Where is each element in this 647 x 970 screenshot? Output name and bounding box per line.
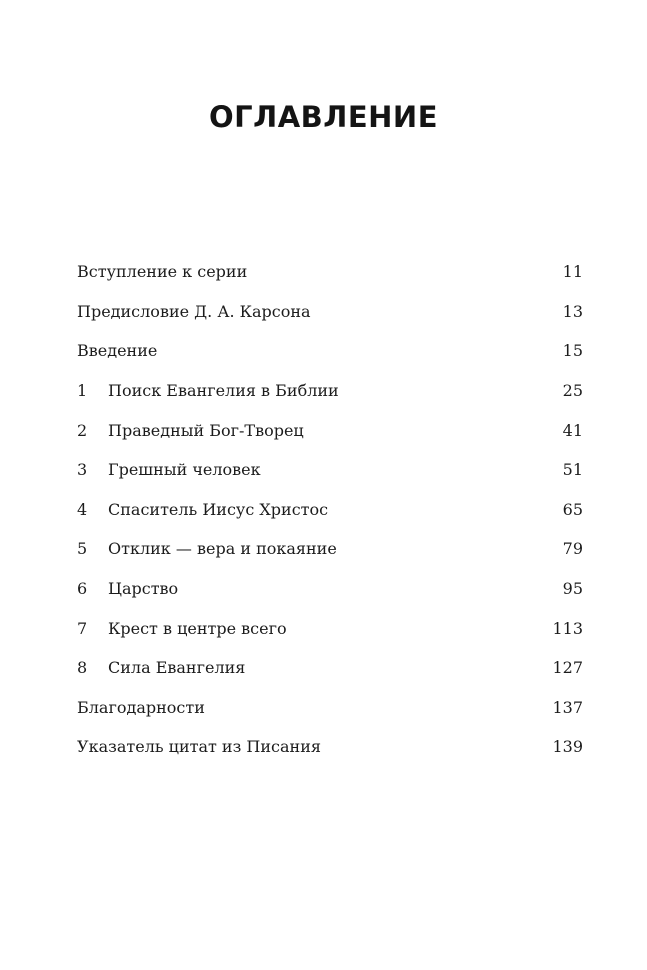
toc-entry-page: 11 [562, 262, 583, 282]
page-title: ОГЛАВЛЕНИЕ [208, 100, 438, 134]
toc-entry-title: Благодарности [77, 697, 205, 717]
toc-entry-scripture-index [77, 727, 583, 767]
toc-entry-chapter-3 [77, 450, 583, 490]
toc-entry-title: Сила Евангелия [108, 658, 246, 678]
chapter-number: 5 [77, 539, 88, 559]
toc-entry-title: Введение [77, 341, 158, 361]
toc-entry-page: 139 [552, 737, 583, 757]
toc-entry-title: Указатель цитат из Писания [77, 737, 321, 757]
toc-entry-chapter-5 [77, 529, 583, 569]
toc-entry-page: 79 [562, 539, 583, 559]
toc-entry-introduction [77, 331, 583, 371]
chapter-number: 2 [77, 420, 88, 440]
toc-entry-page: 51 [562, 460, 583, 480]
toc-entry-page: 25 [562, 381, 583, 401]
toc-entry-chapter-6 [77, 569, 583, 609]
toc-entry-page: 41 [562, 420, 583, 440]
toc-entry-title: Праведный Бог-Творец [108, 420, 304, 440]
toc-entry-acknowledgements [77, 688, 583, 728]
chapter-number: 3 [77, 460, 88, 480]
table-of-contents [77, 252, 583, 767]
toc-entry-page: 95 [562, 579, 583, 599]
toc-entry-page: 13 [562, 301, 583, 321]
toc-entry-chapter-2 [77, 410, 583, 450]
toc-entry-chapter-8 [77, 648, 583, 688]
chapter-number: 7 [77, 618, 88, 638]
toc-entry-title: Спаситель Иисус Христос [108, 499, 329, 519]
toc-entry-page: 137 [552, 697, 583, 717]
toc-entry-chapter-4 [77, 490, 583, 530]
toc-entry-title: Отклик — вера и покаяние [108, 539, 337, 559]
toc-entry-chapter-7 [77, 608, 583, 648]
toc-entry-foreword [77, 292, 583, 332]
toc-entry-title: Грешный человек [108, 460, 261, 480]
toc-entry-title: Предисловие Д. А. Карсона [77, 301, 311, 321]
toc-entry-title: Крест в центре всего [108, 618, 287, 638]
chapter-number: 6 [77, 579, 88, 599]
toc-entry-page: 65 [562, 499, 583, 519]
toc-entry-title: Царство [108, 579, 179, 599]
chapter-number: 1 [77, 381, 88, 401]
toc-entry-title: Вступление к серии [77, 262, 248, 282]
toc-entry-intro-series [77, 252, 583, 292]
toc-entry-page: 113 [552, 618, 583, 638]
toc-entry-page: 127 [552, 658, 583, 678]
chapter-number: 4 [77, 499, 88, 519]
chapter-number: 8 [77, 658, 88, 678]
toc-entry-title: Поиск Евангелия в Библии [108, 381, 339, 401]
toc-entry-chapter-1 [77, 371, 583, 411]
toc-entry-page: 15 [562, 341, 583, 361]
